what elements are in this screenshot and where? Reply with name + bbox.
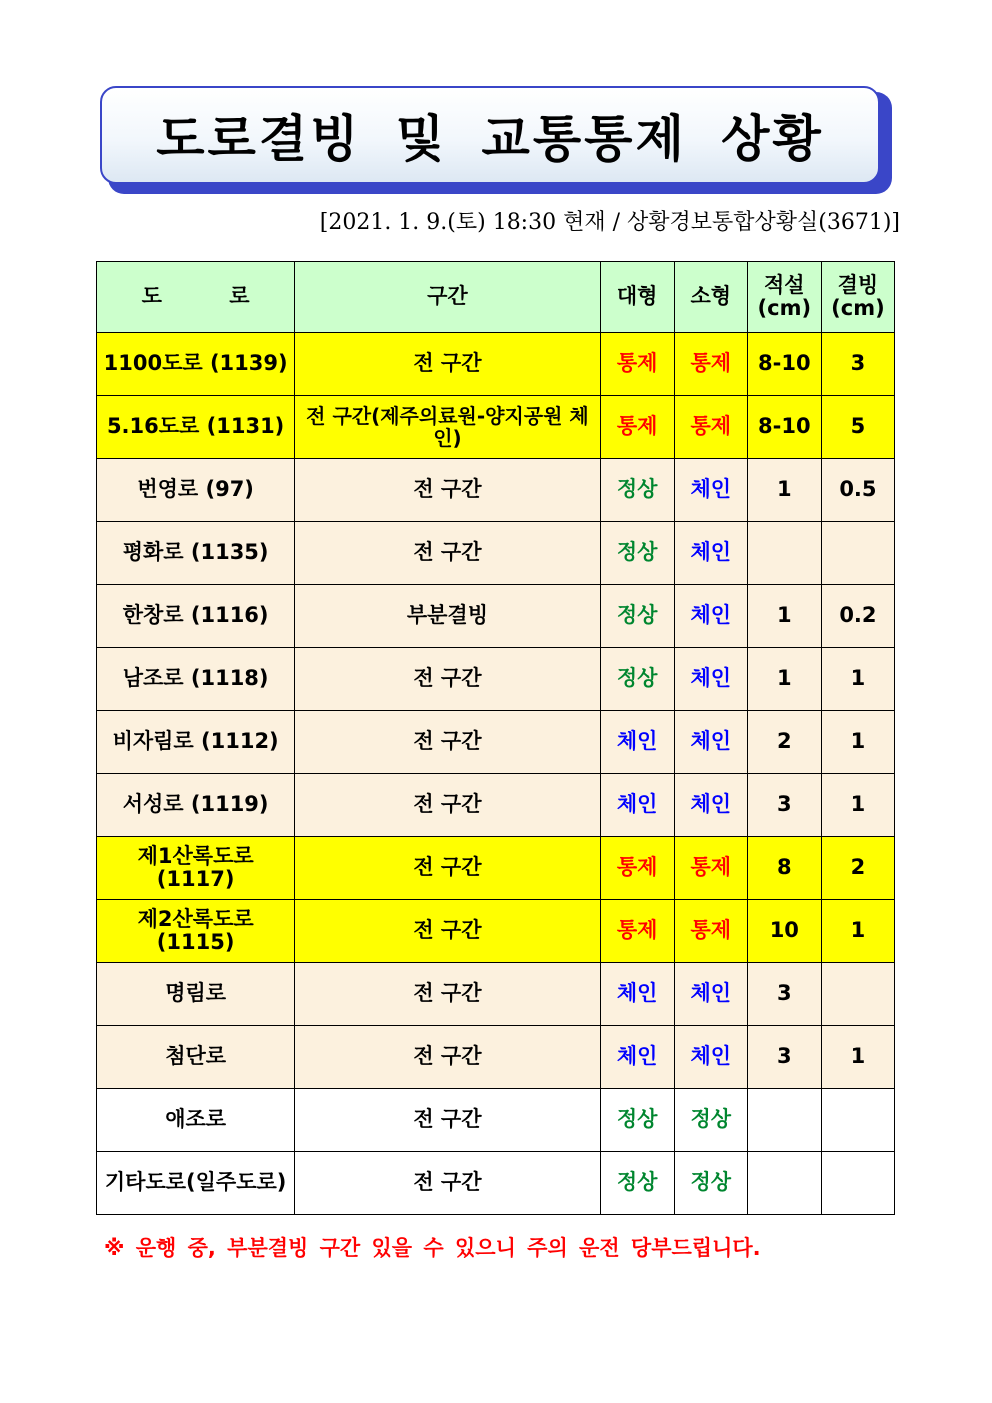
- road-name-cell: 명림로: [97, 963, 295, 1026]
- table-header-row: [97, 262, 895, 333]
- ice-depth-cell: [821, 522, 894, 585]
- large-vehicle-status-cell: 통제: [600, 900, 674, 963]
- small-vehicle-status-cell: 통제: [674, 837, 747, 900]
- section-cell: 부분결빙: [295, 585, 600, 648]
- table-row: [97, 711, 895, 774]
- small-vehicle-status-cell: 정상: [674, 1089, 747, 1152]
- section-cell: 전 구간: [295, 1089, 600, 1152]
- small-vehicle-status-cell: 체인: [674, 711, 747, 774]
- section-cell: 전 구간: [295, 459, 600, 522]
- table-row: [97, 1026, 895, 1089]
- header-large: 대형: [600, 262, 674, 333]
- section-cell: 전 구간: [295, 333, 600, 396]
- snow-depth-cell: 8: [747, 837, 821, 900]
- header-ice: 결빙 (cm): [821, 262, 894, 333]
- large-vehicle-status-cell: 정상: [600, 585, 674, 648]
- large-vehicle-status-cell: 통제: [600, 837, 674, 900]
- small-vehicle-status-cell: 통제: [674, 333, 747, 396]
- ice-depth-cell: 1: [821, 711, 894, 774]
- small-vehicle-status-cell: 통제: [674, 900, 747, 963]
- snow-depth-cell: 3: [747, 774, 821, 837]
- road-status-table: [96, 261, 895, 1215]
- road-name-cell: 제1산록도로 (1117): [97, 837, 295, 900]
- section-cell: 전 구간: [295, 963, 600, 1026]
- small-vehicle-status-cell: 체인: [674, 774, 747, 837]
- small-vehicle-status-cell: 체인: [674, 648, 747, 711]
- section-cell: 전 구간(제주의료원-양지공원 체인): [295, 396, 600, 459]
- section-cell: 전 구간: [295, 522, 600, 585]
- ice-depth-cell: 1: [821, 774, 894, 837]
- ice-depth-cell: 0.2: [821, 585, 894, 648]
- table-row: [97, 585, 895, 648]
- section-cell: 전 구간: [295, 648, 600, 711]
- snow-depth-cell: 2: [747, 711, 821, 774]
- section-cell: 전 구간: [295, 900, 600, 963]
- ice-depth-cell: [821, 1089, 894, 1152]
- small-vehicle-status-cell: 체인: [674, 963, 747, 1026]
- small-vehicle-status-cell: 정상: [674, 1152, 747, 1215]
- table-row: [97, 900, 895, 963]
- large-vehicle-status-cell: 정상: [600, 1152, 674, 1215]
- caution-note: ※ 운행 중, 부분결빙 구간 있을 수 있으니 주의 운전 당부드립니다.: [104, 1236, 761, 1260]
- large-vehicle-status-cell: 통제: [600, 333, 674, 396]
- snow-depth-cell: 3: [747, 963, 821, 1026]
- road-name-cell: 제2산록도로 (1115): [97, 900, 295, 963]
- snow-depth-cell: 1: [747, 585, 821, 648]
- ice-depth-cell: 2: [821, 837, 894, 900]
- table-row: [97, 648, 895, 711]
- road-name-cell: 5.16도로 (1131): [97, 396, 295, 459]
- section-cell: 전 구간: [295, 774, 600, 837]
- ice-depth-cell: [821, 963, 894, 1026]
- road-name-cell: 비자림로 (1112): [97, 711, 295, 774]
- snow-depth-cell: 1: [747, 459, 821, 522]
- report-timestamp: [2021. 1. 9.(토) 18:30 현재 / 상황경보통합상황실(3671)]: [319, 210, 900, 235]
- small-vehicle-status-cell: 체인: [674, 522, 747, 585]
- road-name-cell: 애조로: [97, 1089, 295, 1152]
- snow-depth-cell: 10: [747, 900, 821, 963]
- table-row: [97, 333, 895, 396]
- small-vehicle-status-cell: 체인: [674, 459, 747, 522]
- large-vehicle-status-cell: 정상: [600, 1089, 674, 1152]
- large-vehicle-status-cell: 체인: [600, 711, 674, 774]
- road-name-cell: 서성로 (1119): [97, 774, 295, 837]
- small-vehicle-status-cell: 통제: [674, 396, 747, 459]
- section-cell: 전 구간: [295, 711, 600, 774]
- large-vehicle-status-cell: 정상: [600, 459, 674, 522]
- header-snow: 적설 (cm): [747, 262, 821, 333]
- small-vehicle-status-cell: 체인: [674, 585, 747, 648]
- table-row: [97, 963, 895, 1026]
- snow-depth-cell: 1: [747, 648, 821, 711]
- table-row: [97, 522, 895, 585]
- table-row: [97, 459, 895, 522]
- ice-depth-cell: [821, 1152, 894, 1215]
- ice-depth-cell: 1: [821, 900, 894, 963]
- road-name-cell: 남조로 (1118): [97, 648, 295, 711]
- road-name-cell: 한창로 (1116): [97, 585, 295, 648]
- header-small: 소형: [674, 262, 747, 333]
- table-row: [97, 396, 895, 459]
- road-name-cell: 첨단로: [97, 1026, 295, 1089]
- table-row: [97, 774, 895, 837]
- table-row: [97, 1152, 895, 1215]
- snow-depth-cell: [747, 1152, 821, 1215]
- large-vehicle-status-cell: 정상: [600, 522, 674, 585]
- large-vehicle-status-cell: 정상: [600, 648, 674, 711]
- page-title: 도로결빙 및 교통통제 상황: [156, 110, 824, 168]
- section-cell: 전 구간: [295, 837, 600, 900]
- road-name-cell: 평화로 (1135): [97, 522, 295, 585]
- large-vehicle-status-cell: 체인: [600, 963, 674, 1026]
- large-vehicle-status-cell: 체인: [600, 774, 674, 837]
- title-box: [100, 86, 880, 184]
- table-row: [97, 837, 895, 900]
- ice-depth-cell: 5: [821, 396, 894, 459]
- road-name-cell: 번영로 (97): [97, 459, 295, 522]
- section-cell: 전 구간: [295, 1152, 600, 1215]
- snow-depth-cell: [747, 1089, 821, 1152]
- ice-depth-cell: 0.5: [821, 459, 894, 522]
- snow-depth-cell: 3: [747, 1026, 821, 1089]
- large-vehicle-status-cell: 통제: [600, 396, 674, 459]
- section-cell: 전 구간: [295, 1026, 600, 1089]
- header-section: 구간: [295, 262, 600, 333]
- ice-depth-cell: 1: [821, 648, 894, 711]
- ice-depth-cell: 3: [821, 333, 894, 396]
- ice-depth-cell: 1: [821, 1026, 894, 1089]
- large-vehicle-status-cell: 체인: [600, 1026, 674, 1089]
- snow-depth-cell: 8-10: [747, 333, 821, 396]
- snow-depth-cell: 8-10: [747, 396, 821, 459]
- header-road: 도 로: [97, 262, 295, 333]
- table-row: [97, 1089, 895, 1152]
- road-name-cell: 1100도로 (1139): [97, 333, 295, 396]
- small-vehicle-status-cell: 체인: [674, 1026, 747, 1089]
- road-name-cell: 기타도로(일주도로): [97, 1152, 295, 1215]
- snow-depth-cell: [747, 522, 821, 585]
